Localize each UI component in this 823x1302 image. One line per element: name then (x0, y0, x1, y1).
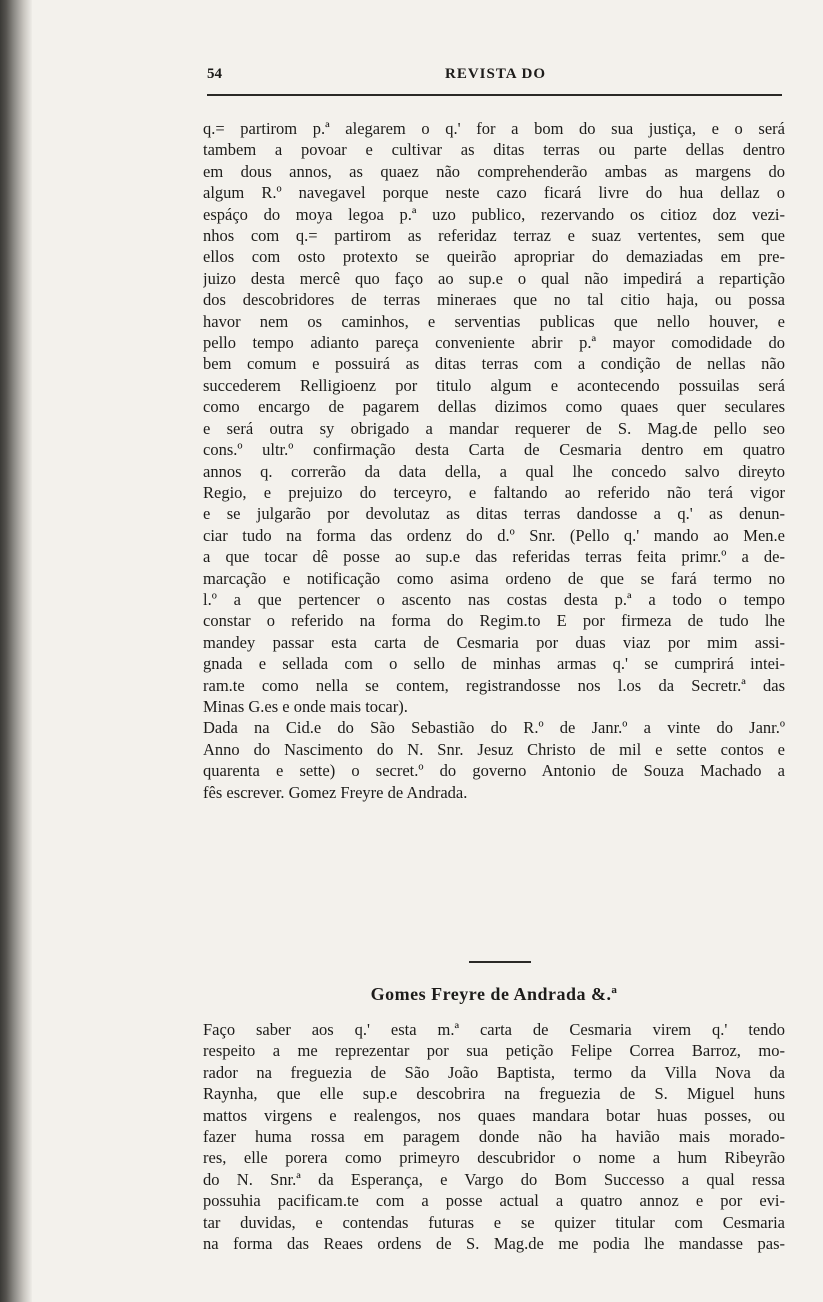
page-number: 54 (207, 66, 222, 82)
text-line: succederem Relligioenz por titulo algum e acontecendo possuilas será (203, 375, 785, 395)
text-line: do N. Snr.ª da Esperança, e Vargo do Bom Successo a qual ressa (203, 1169, 785, 1189)
text-line: marcação e notificação como asima ordeno de que se fará termo no (203, 568, 785, 588)
text-line: juizo desta mercê quo faço ao sup.e o qual não impedirá a repartição (203, 268, 785, 288)
text-line: a que tocar dê posse ao sup.e das referidas terras feita primr.º a de- (203, 547, 785, 567)
text-block-1 (203, 118, 785, 803)
text-line: ellos com osto protexto se queirão apropriar do demaziadas em pre- (203, 247, 785, 267)
text-line: tar duvidas, e contendas futuras e se quizer titular com Cesmaria (203, 1212, 785, 1232)
header-rule (207, 94, 782, 96)
text-line: fês escrever. Gomez Freyre de Andrada. (203, 782, 468, 802)
text-line: dos descobridores de terras mineraes que no tal citio haja, ou possa (203, 290, 785, 310)
text-line: Raynha, que elle sup.e descobrira na freguezia de S. Miguel huns (203, 1084, 785, 1104)
text-line: espáço do moya legoa p.ª uzo publico, rezervando os citioz doz vezi- (203, 204, 785, 224)
text-line: ram.te como nella se contem, registrandosse nos l.os da Secretr.ª das (203, 675, 785, 695)
text-line: em dous annos, as quaez não comprehenderão ambas as margens do (203, 161, 785, 181)
text-line: Anno do Nascimento do N. Snr. Jesuz Christo de mil e sette contos e (203, 739, 785, 759)
text-line: como encargo de pagarem dellas dizimos como quaes quer seculares (203, 397, 785, 417)
section-title: Gomes Freyre de Andrada &.ª (370, 984, 618, 1004)
text-line: l.º a que pertencer o ascento nas costas desta p.ª a todo o tempo (203, 589, 785, 609)
text-line: e se julgarão por devolutaz as ditas terras dandosse a q.' as denun- (203, 504, 785, 524)
text-line: cons.º ultr.º confirmação desta Carta de Cesmaria dentro em quatro (203, 440, 785, 460)
text-line: havor nem os caminhos, e serventias publicas que nello houver, e (203, 311, 785, 331)
text-line: mandey passar esta carta de Cesmaria por duas viaz por mim assi- (203, 632, 785, 652)
text-line: possuhia pacificam.te com a posse actual a quatro annoz e por evi- (203, 1191, 785, 1211)
text-block-2 (203, 1019, 785, 1254)
text-line: fazer huma rossa em paragem donde não ha havião mais morado- (203, 1127, 785, 1147)
text-line: gnada e sellada com o sello de minhas armas q.' se cumprirá intei- (203, 654, 785, 674)
text-line: Minas G.es e onde mais tocar). (203, 696, 408, 716)
text-line: algum R.º navegavel porque neste cazo ficará livre do hua dellaz o (203, 183, 785, 203)
text-line: na forma das Reaes ordens de S. Mag.de me podia lhe mandasse pas- (203, 1234, 785, 1254)
text-line: rador na freguezia de São João Baptista, termo da Villa Nova da (203, 1062, 785, 1082)
running-head (207, 64, 782, 88)
text-line: annos q. correrão da data della, a qual lhe concedo salvo direyto (203, 461, 785, 481)
text-line: Faço saber aos q.' esta m.ª carta de Cesmaria virem q.' tendo (203, 1020, 785, 1039)
text-line: ciar tudo na forma das ordenz do d.º Snr. (Pello q.' mando ao Men.e (203, 525, 785, 545)
text-line: constar o referido na forma do Regim.to E por firmeza de tudo lhe (203, 611, 785, 631)
text-line: Dada na Cid.e do São Sebastião do R.º de Janr.º a vinte do Janr.º (203, 718, 785, 738)
text-line: Regio, e prejuizo do terceyro, e faltando ao referido não terá vigor (203, 482, 785, 502)
text-line: tambem a povoar e cultivar as ditas terras ou parte dellas dentro (203, 140, 785, 160)
text-line: mattos virgens e realengos, nos quaes mandara botar huas posses, ou (203, 1105, 785, 1125)
text-line: e será outra sy obrigado a mandar requerer de S. Mag.de pello seo (203, 418, 785, 438)
text-line: nhos com q.= partirom as referidaz terraz e suaz vertentes, sem que (203, 226, 785, 246)
text-line: respeito a me reprezentar por sua petição Felipe Correa Barroz, mo- (203, 1041, 785, 1061)
text-line: bem comum e possuirá as ditas terras com a condição de nellas não (203, 354, 785, 374)
text-line: quarenta e sette) o secret.º do governo Antonio de Souza Machado a (203, 761, 785, 781)
text-line: q.= partirom p.ª alegarem o q.' for a bom do sua justiça, e o será (203, 119, 785, 138)
text-line: res, elle porera como primeyro descubridor o nome a hum Ribeyrão (203, 1148, 785, 1168)
section-divider (469, 961, 531, 963)
text-line: pello tempo adianto pareça conveniente abrir p.ª mayor comodidade do (203, 333, 785, 353)
journal-title: REVISTA DO (445, 66, 546, 82)
